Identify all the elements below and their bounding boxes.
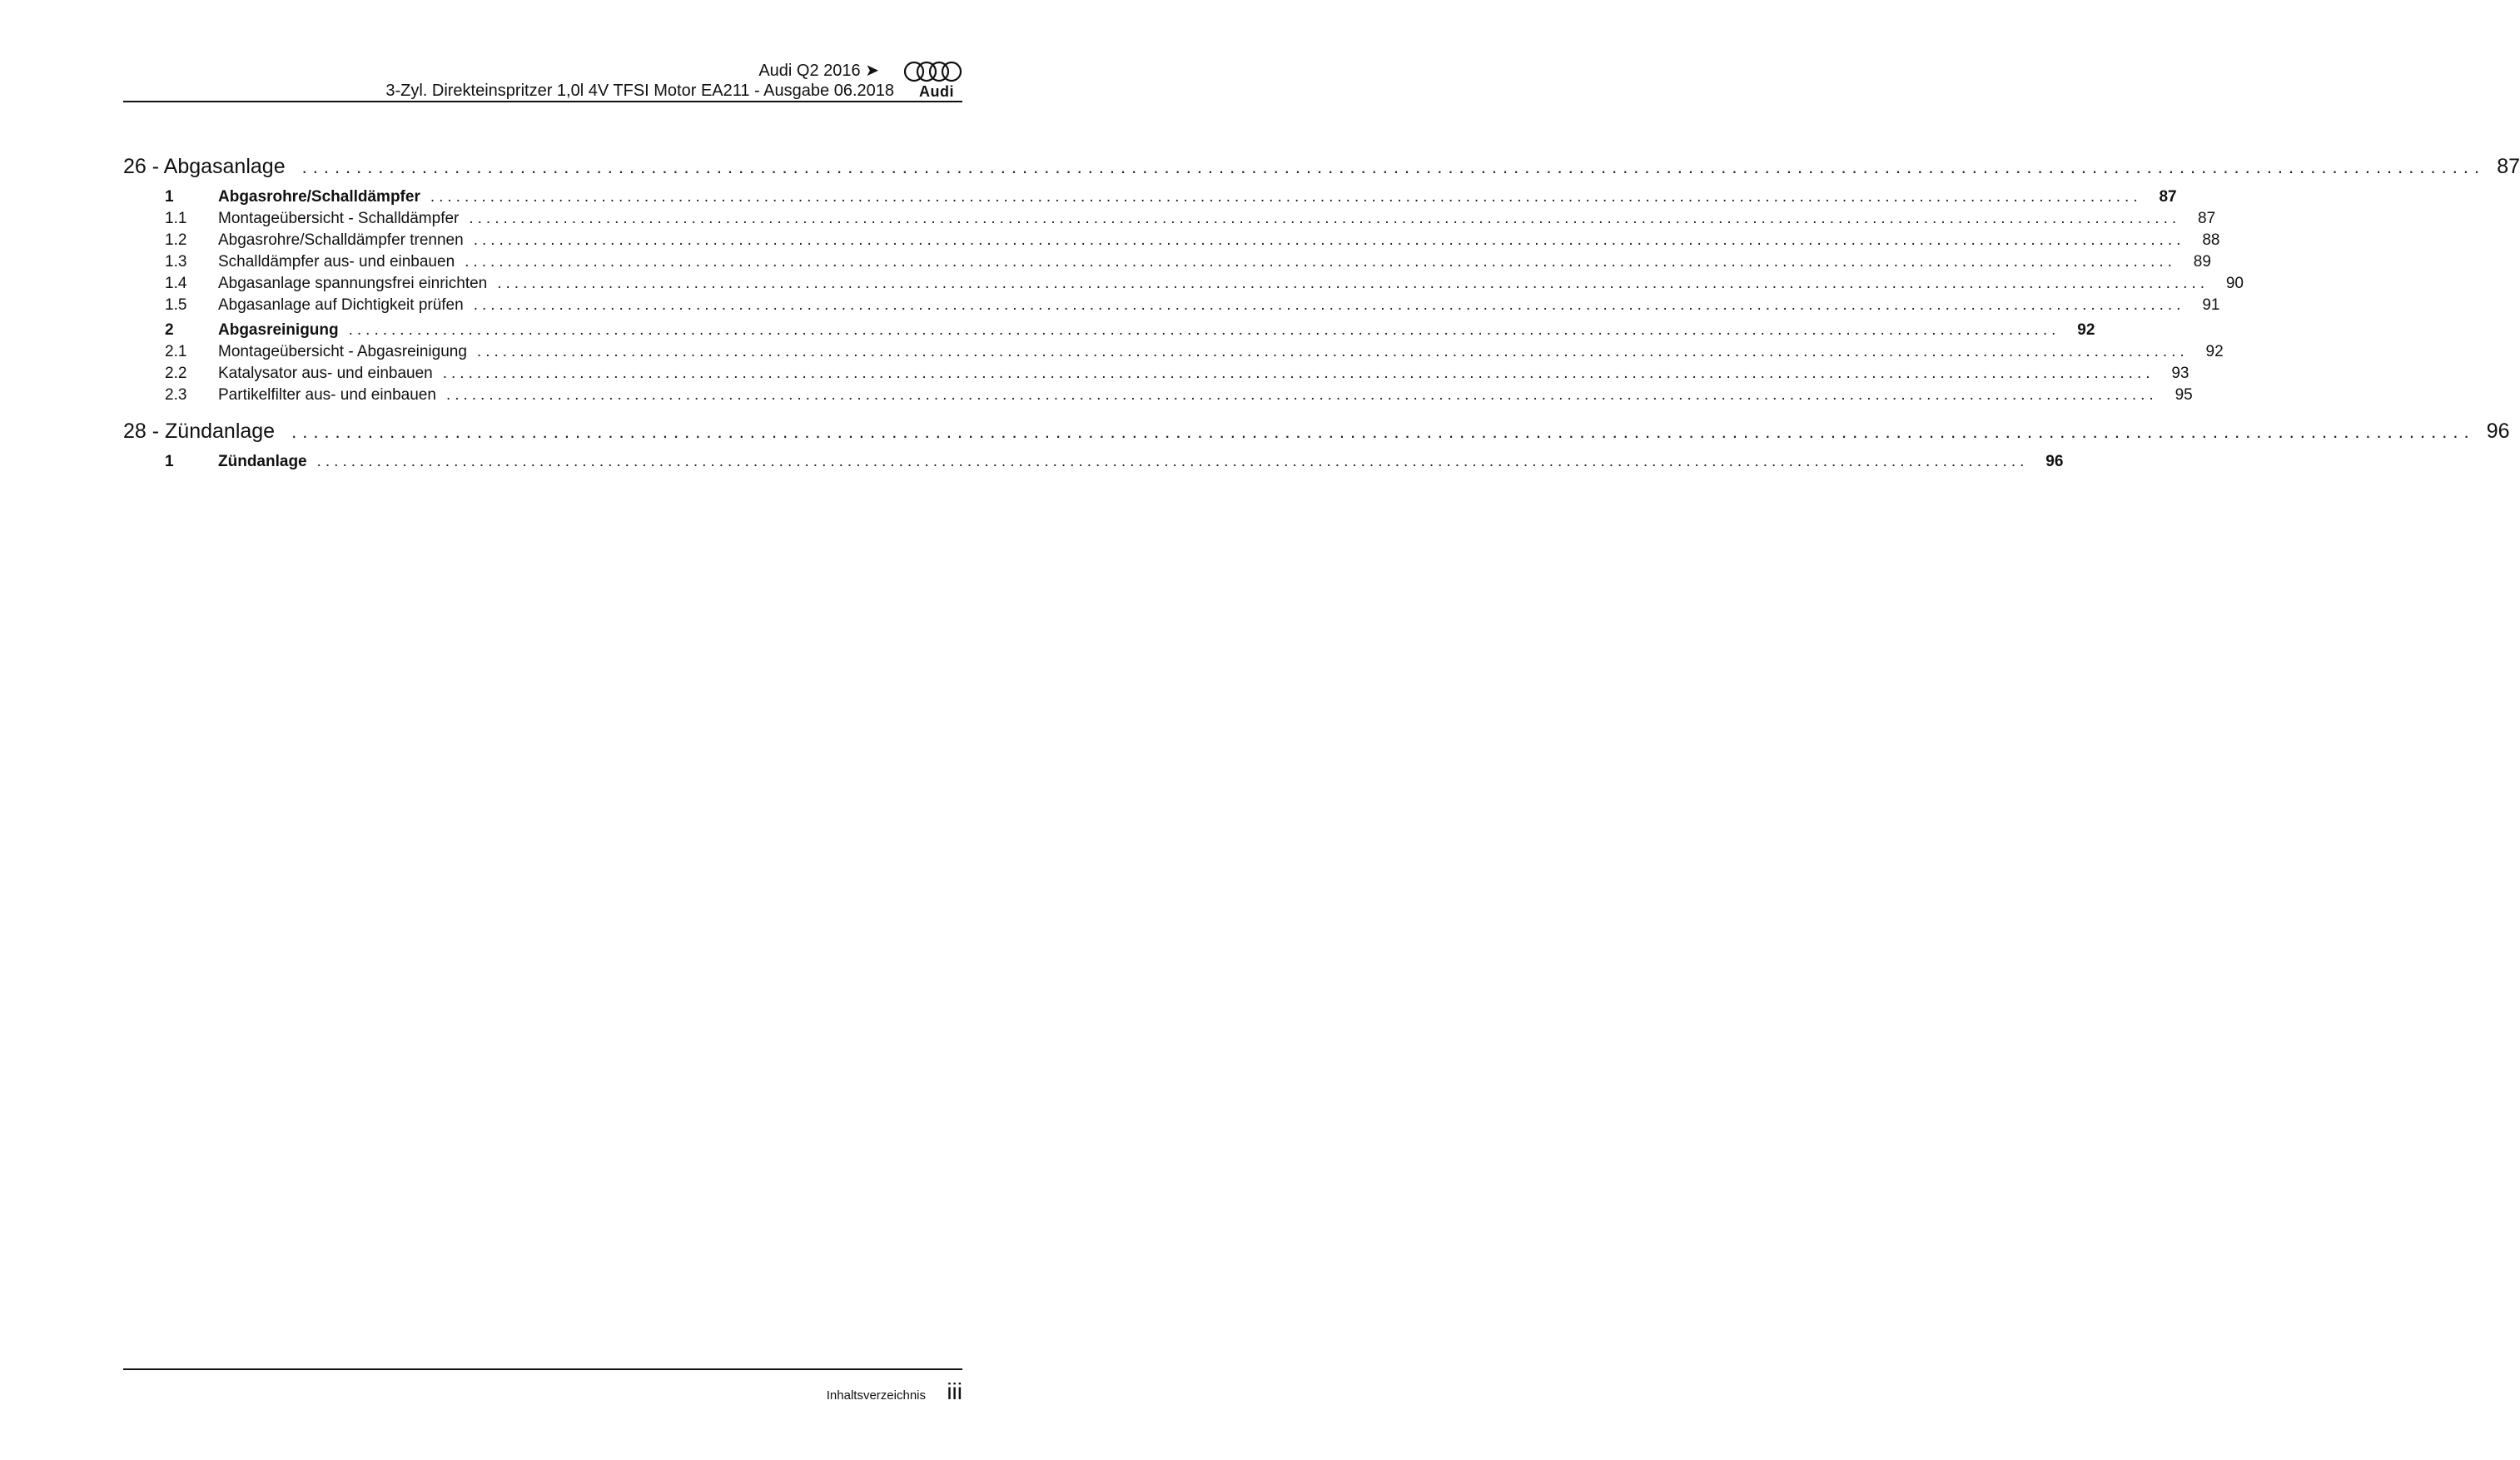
toc-subsection-entry[interactable]	[123, 253, 2211, 275]
toc-entry-title: Zündanlage	[218, 453, 307, 470]
toc-section-entry[interactable]	[123, 321, 2095, 343]
toc-chapter-title: 28 - Zündanlage	[123, 420, 276, 443]
page-number: iii	[947, 1378, 962, 1404]
toc-section-entry[interactable]	[123, 188, 2177, 210]
header-title: Audi Q2 2016	[758, 62, 861, 80]
toc-entry-title: Montageübersicht - Schalldämpfer	[218, 210, 460, 227]
audi-logo	[902, 60, 962, 100]
toc-subsection-entry[interactable]	[123, 365, 2189, 386]
toc-dot-leader: ........................................................................................................................................................................................................	[473, 296, 2185, 314]
toc-entry-number: 1	[165, 453, 174, 470]
toc-page-number: 93	[2171, 365, 2189, 382]
toc-dot-leader: ........................................................................................................................................................................................................	[316, 453, 2029, 470]
toc-page-number: 95	[2175, 386, 2193, 404]
toc-page-number: 90	[2225, 275, 2244, 292]
toc-chapter-title: 26 - Abgasanlage	[123, 155, 286, 178]
header-subtitle: 3-Zyl. Direkteinspritzer 1,0l 4V TFSI Motor EA211 - Ausgabe 06.2018	[385, 82, 894, 100]
toc-entry-number: 1.1	[165, 210, 187, 227]
toc-entry-number: 1	[165, 188, 174, 206]
toc-subsection-entry[interactable]	[123, 386, 2193, 408]
toc-page-number: 92	[2077, 321, 2095, 339]
toc-entry-title: Abgasanlage spannungsfrei einrichten	[218, 275, 488, 292]
toc-entry-number: 2	[165, 321, 174, 339]
toc-page-number: 91	[2202, 296, 2220, 314]
toc-entry-number: 2.2	[165, 365, 187, 382]
toc-entry-number: 1.5	[165, 296, 187, 314]
toc-entry-title: Abgasrohre/Schalldämpfer	[218, 188, 420, 206]
logo-wordmark: Audi	[919, 83, 954, 100]
toc-subsection-entry[interactable]	[123, 296, 2220, 318]
toc-chapter-entry[interactable]	[123, 155, 2520, 185]
toc-dot-leader: ........................................................................................................................................................................................................	[465, 253, 2176, 271]
toc-dot-leader: ........................................................................................................................................................................................................	[445, 386, 2158, 404]
toc-subsection-entry[interactable]	[123, 210, 2216, 231]
toc-page-number: 89	[2193, 253, 2211, 271]
toc-entry-title: Schalldämpfer aus- und einbauen	[218, 253, 455, 271]
toc-page-number: 87	[2159, 188, 2177, 206]
footer-label: Inhaltsverzeichnis	[826, 1388, 926, 1403]
toc-dot-leader: ........................................................................................................................................................................................................	[301, 156, 2486, 177]
toc-subsection-entry[interactable]	[123, 275, 2244, 296]
toc-section-entry[interactable]	[123, 453, 2064, 474]
toc-chapter-entry[interactable]	[123, 420, 2510, 449]
toc-subsection-entry[interactable]	[123, 343, 2224, 365]
footer-divider	[123, 1368, 962, 1370]
toc-dot-leader: ........................................................................................................................................................................................................	[442, 365, 2155, 382]
audi-rings-icon	[902, 60, 962, 83]
toc-dot-leader: ........................................................................................................................................................................................................	[469, 210, 2181, 227]
page-header	[123, 60, 962, 102]
toc-entry-number: 1.3	[165, 253, 187, 271]
toc-dot-leader: ........................................................................................................................................................................................................	[348, 321, 2060, 339]
toc-entry-title: Montageübersicht - Abgasreinigung	[218, 343, 467, 360]
toc-entry-number: 1.2	[165, 231, 187, 249]
toc-entry-title: Abgasrohre/Schalldämpfer trennen	[218, 231, 464, 249]
toc-entry-number: 2.3	[165, 386, 187, 404]
toc-entry-number: 1.4	[165, 275, 187, 292]
toc-page-number: 96	[2045, 453, 2064, 470]
toc-entry-title: Partikelfilter aus- und einbauen	[218, 386, 436, 404]
toc-page-number: 87	[2497, 155, 2520, 178]
toc-page-number: 88	[2202, 231, 2220, 249]
toc-entry-title: Katalysator aus- und einbauen	[218, 365, 433, 382]
toc-page-number: 92	[2205, 343, 2224, 360]
toc-page-number: 87	[2198, 210, 2216, 227]
toc-entry-title: Abgasanlage auf Dichtigkeit prüfen	[218, 296, 464, 314]
toc-entry-title: Abgasreinigung	[218, 321, 339, 339]
toc-dot-leader: ........................................................................................................................................................................................................	[476, 343, 2189, 360]
toc-dot-leader: ........................................................................................................................................................................................................	[497, 275, 2209, 292]
header-divider	[123, 101, 962, 102]
page-footer	[123, 1368, 962, 1404]
toc-subsection-entry[interactable]	[123, 231, 2220, 253]
toc-dot-leader: ........................................................................................................................................................................................................	[473, 231, 2185, 249]
toc-page-number: 96	[2486, 420, 2510, 443]
table-of-contents	[123, 155, 2520, 474]
toc-entry-number: 2.1	[165, 343, 187, 360]
arrow-icon: ➤	[865, 62, 879, 80]
toc-dot-leader: ........................................................................................................................................................................................................	[291, 421, 2475, 442]
toc-dot-leader: ........................................................................................................................................................................................................	[430, 188, 2142, 206]
